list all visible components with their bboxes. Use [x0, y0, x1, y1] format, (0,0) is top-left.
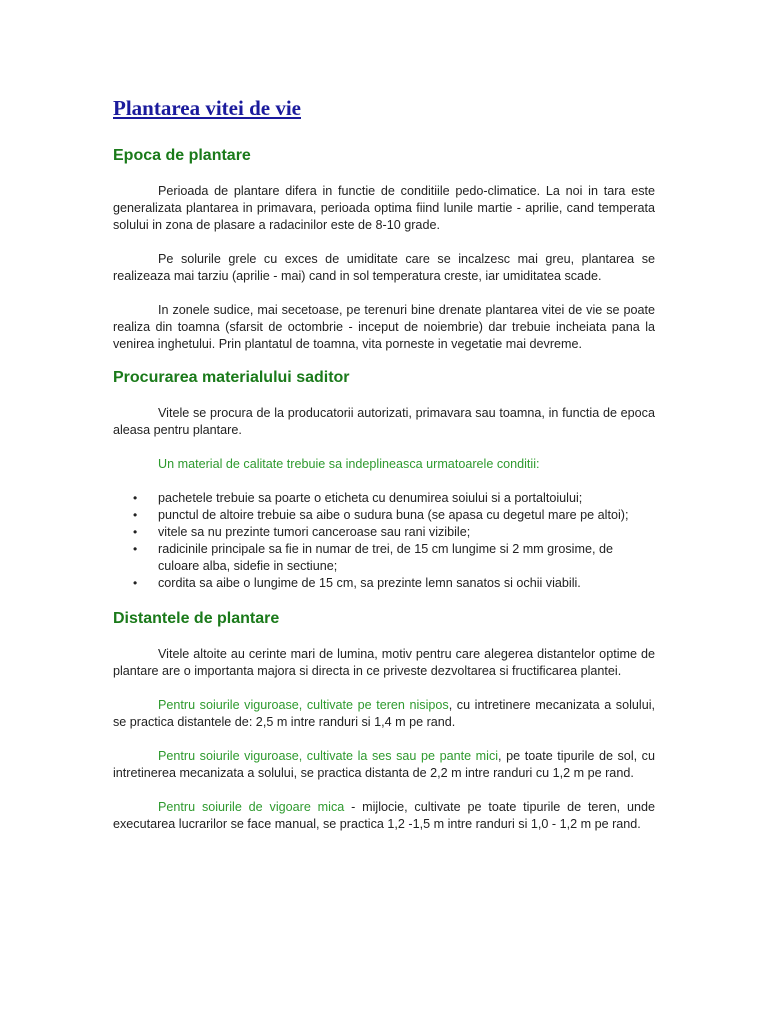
- spacing-item-text: , cu intretinere mecanizata a solului, se practica distantele de: 2,5 m intre randuri si 1,4 m pe rand.: [113, 698, 656, 729]
- spacing-item-highlight: Pentru soiurile viguroase, cultivate la ses sau pe pante mici: [158, 749, 499, 763]
- bullet-icon: •: [133, 542, 138, 556]
- spacing-item-highlight: Pentru soiurile de vigoare mica: [158, 800, 345, 814]
- paragraph: Perioada de plantare difera in functie de conditiile pedo-climatice. La noi in tara este generalizata plantarea in primavara, perioada optima fiind lunile martie - aprilie, cand temperata solului in zona de plasare a radacinilor este de 8-10 grade.: [113, 184, 655, 232]
- section-heading-epoca: Epoca de plantare: [113, 147, 251, 164]
- section-heading-procurarea: Procurarea materialului saditor: [113, 369, 350, 386]
- list-item: [133, 541, 655, 575]
- bullet-icon: •: [133, 508, 138, 522]
- conditions-list: [113, 490, 655, 592]
- list-item: [133, 490, 655, 507]
- document-page: [113, 94, 655, 833]
- bullet-icon: •: [133, 491, 138, 505]
- spacing-item-text: - mijlocie, cultivate pe toate tipurile de teren, unde executarea lucrarilor se face manual, se practica 1,2 -1,5 m intre randuri si 1,0 - 1,2 m pe rand.: [113, 800, 655, 831]
- list-item: [133, 575, 655, 592]
- list-item-text: cordita sa aibe o lungime de 15 cm, sa prezinte lemn sanatos si ochii viabili.: [158, 576, 581, 590]
- paragraph: Vitele altoite au cerinte mari de lumina, motiv pentru care alegerea distantelor optime de plantare are o importanta majora si directa in ce priveste dezvoltarea si fructificarea plantei.: [113, 647, 655, 678]
- list-item-text: pachetele trebuie sa poarte o eticheta cu denumirea soiului si a portaltoiului;: [158, 491, 583, 505]
- list-item: [133, 507, 655, 524]
- list-item-text: vitele sa nu prezinte tumori canceroase sau rani vizibile;: [158, 525, 471, 539]
- section-heading-distantele: Distantele de plantare: [113, 610, 280, 627]
- list-item: [133, 524, 655, 541]
- document-title[interactable]: Plantarea vitei de vie: [113, 96, 301, 120]
- paragraph: Pe solurile grele cu exces de umiditate care se incalzesc mai greu, plantarea se realizeaza mai tarziu (aprilie - mai) cand in sol temperatura creste, iar umiditatea scade.: [113, 252, 655, 283]
- paragraph: In zonele sudice, mai secetoase, pe terenuri bine drenate plantarea vitei de vie se poate realiza din toamna (sfarsit de octombrie - inceput de noiembrie) dar trebuie incheiata pana la venirea inghetului. Prin plantatul de toamna, vita porneste in vegetatie mai devreme.: [113, 303, 655, 351]
- spacing-item: [113, 799, 655, 833]
- spacing-item: [113, 697, 655, 731]
- list-item-text: punctul de altoire trebuie sa aibe o sudura buna (se apasa cu degetul mare pe altoi);: [158, 508, 629, 522]
- list-item-text: radicinile principale sa fie in numar de trei, de 15 cm lungime si 2 mm grosime, de culoare alba, sidefie in sectiune;: [158, 542, 613, 573]
- spacing-item-text: , pe toate tipurile de sol, cu intretinerea mecanizata a solului, se practica distanta de 2,2 m intre randuri cu 1,2 m pe rand.: [113, 749, 655, 780]
- spacing-item-highlight: Pentru soiurile viguroase, cultivate pe teren nisipos: [158, 698, 449, 712]
- bullet-icon: •: [133, 576, 138, 590]
- paragraph: Vitele se procura de la producatorii autorizati, primavara sau toamna, in functia de epoca aleasa pentru plantare.: [113, 406, 655, 437]
- green-note: Un material de calitate trebuie sa indeplineasca urmatoarele conditii:: [158, 457, 540, 471]
- bullet-icon: •: [133, 525, 138, 539]
- spacing-item: [113, 748, 655, 782]
